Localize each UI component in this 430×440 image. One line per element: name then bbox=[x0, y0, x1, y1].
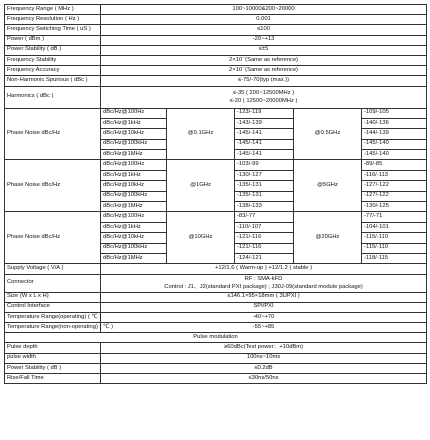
spec-row bbox=[5, 363, 427, 373]
param-cell: Frequency Switching Time ( uS ) bbox=[5, 25, 101, 35]
pn-value-left: -130/-127 bbox=[235, 170, 294, 180]
phase-noise-label: Phase Noise dBc/Hz bbox=[5, 108, 101, 160]
carrier-freq-right: @5GHz bbox=[294, 160, 362, 212]
spec-row bbox=[5, 5, 427, 15]
pn-value-left: -121/-116 bbox=[235, 243, 294, 253]
spec-sheet bbox=[4, 4, 426, 384]
carrier-freq-right: @0.5GHz bbox=[294, 108, 362, 160]
pn-value-right: -116/-113 bbox=[362, 170, 427, 180]
param-cell: Rise/Fall Time bbox=[5, 374, 101, 384]
pn-value-right: -115/-110 bbox=[362, 243, 427, 253]
pn-value-left: -110/-107 bbox=[235, 222, 294, 232]
value-cell bbox=[101, 86, 427, 108]
offset-cell: dBc/Hz@10kHz bbox=[101, 233, 167, 243]
pn-value-left: -138/-133 bbox=[235, 202, 294, 212]
connector-line-1: RF : SMA-kFD bbox=[244, 275, 283, 282]
value-cell: -20~+13 bbox=[101, 35, 427, 45]
value-cell: 100ns~10ms bbox=[101, 353, 427, 363]
pn-value-right: -115/-110 bbox=[362, 233, 427, 243]
pn-value-right: -109/-105 bbox=[362, 108, 427, 118]
section-row bbox=[5, 333, 427, 343]
spec-row bbox=[5, 35, 427, 45]
offset-cell: dBc/Hz@100Hz bbox=[101, 212, 167, 222]
value-cell: +12/1.6 ( Warm-up ) +12/1.2 ( stable ) bbox=[101, 264, 427, 274]
param-cell: Pulse depth bbox=[5, 343, 101, 353]
value-cell: 0.001 bbox=[101, 15, 427, 25]
offset-cell: dBc/Hz@1MHz bbox=[101, 150, 167, 160]
param-cell: Frequency Accuracy bbox=[5, 66, 101, 76]
param-cell: Power ( dBm ) bbox=[5, 35, 101, 45]
param-cell: Temperature Range(non-operating) ( ℃ ) bbox=[5, 323, 101, 333]
value-cell: ≤-75/-70(typ (max.)) bbox=[101, 76, 427, 86]
pn-value-right: -77/-71 bbox=[362, 212, 427, 222]
spec-row bbox=[5, 343, 427, 353]
param-cell: Frequency Range ( MHz ) bbox=[5, 5, 101, 15]
value-cell bbox=[101, 274, 427, 292]
offset-cell: dBc/Hz@100kHz bbox=[101, 191, 167, 201]
param-cell: Harmonics ( dBc ) bbox=[5, 86, 101, 108]
offset-cell: dBc/Hz@100kHz bbox=[101, 243, 167, 253]
offset-cell: dBc/Hz@1kHz bbox=[101, 222, 167, 232]
pn-value-right: -145/-140 bbox=[362, 139, 427, 149]
pn-value-right: -118/-115 bbox=[362, 253, 427, 263]
spec-row bbox=[5, 302, 427, 312]
pn-value-left: -145/-141 bbox=[235, 129, 294, 139]
pn-value-right: -104/-101 bbox=[362, 222, 427, 232]
offset-cell: dBc/Hz@100Hz bbox=[101, 108, 167, 118]
pn-value-left: -143/-139 bbox=[235, 118, 294, 128]
value-cell: SPI/PXI bbox=[101, 302, 427, 312]
value-cell: 100~10000&200~20000 bbox=[101, 5, 427, 15]
pn-value-right: -140/-136 bbox=[362, 118, 427, 128]
param-cell: Control Interface bbox=[5, 302, 101, 312]
carrier-freq-left: @0.1GHz bbox=[167, 108, 235, 160]
value-cell: ≤100 bbox=[101, 25, 427, 35]
spec-row bbox=[5, 312, 427, 322]
value-cell: 2×10⁻(Same as reference) bbox=[101, 55, 427, 65]
value-cell: ≥60dBc(Test power：+10dBm) bbox=[101, 343, 427, 353]
value-cell: -55~+85 bbox=[101, 323, 427, 333]
harmonics-line-2: ≤-20 ( 12500~20000MHz ) bbox=[229, 98, 298, 104]
pn-value-left: -124/-121 bbox=[235, 253, 294, 263]
spec-row bbox=[5, 25, 427, 35]
phase-noise-label: Phase Noise dBc/Hz bbox=[5, 212, 101, 264]
spec-row bbox=[5, 66, 427, 76]
offset-cell: dBc/Hz@10kHz bbox=[101, 129, 167, 139]
value-cell: 2×10⁻(Same as reference) bbox=[101, 66, 427, 76]
pn-value-left: -83/-77 bbox=[235, 212, 294, 222]
value-cell: ≤0.2dB bbox=[101, 363, 427, 373]
offset-cell: dBc/Hz@1kHz bbox=[101, 118, 167, 128]
harmonics-line-1: ≤-35 ( 200~12500MHz ) bbox=[232, 89, 295, 96]
pn-value-right: -130/-125 bbox=[362, 202, 427, 212]
param-cell: pulse width bbox=[5, 353, 101, 363]
connector-line-2: Control : J1、J2(standard PXI package) ; J30J-09(standard module package) bbox=[164, 284, 363, 291]
value-cell: ≤146.1×95×18mm ( 3UPXI ) bbox=[101, 292, 427, 302]
pn-value-left: -121/-116 bbox=[235, 233, 294, 243]
pn-value-right: -127/-122 bbox=[362, 181, 427, 191]
pn-value-right: -127/-122 bbox=[362, 191, 427, 201]
carrier-freq-left: @1GHz bbox=[167, 160, 235, 212]
offset-cell: dBc/Hz@100Hz bbox=[101, 160, 167, 170]
offset-cell: dBc/Hz@100kHz bbox=[101, 139, 167, 149]
spec-row bbox=[5, 264, 427, 274]
spec-row bbox=[5, 323, 427, 333]
param-cell: Connector bbox=[5, 274, 101, 292]
offset-cell: dBc/Hz@1MHz bbox=[101, 202, 167, 212]
carrier-freq-left: @10GHz bbox=[167, 212, 235, 264]
spec-row bbox=[5, 45, 427, 55]
spec-row bbox=[5, 292, 427, 302]
spec-row bbox=[5, 353, 427, 363]
carrier-freq-right: @20GHz bbox=[294, 212, 362, 264]
spec-row bbox=[5, 76, 427, 86]
offset-cell: dBc/Hz@1MHz bbox=[101, 253, 167, 263]
param-cell: Non-Harmonic Spurious ( dBc ) bbox=[5, 76, 101, 86]
pn-value-left: -145/-141 bbox=[235, 139, 294, 149]
phase-noise-row bbox=[5, 160, 427, 170]
param-cell: Frequency Resolution ( Hz ) bbox=[5, 15, 101, 25]
spec-table bbox=[4, 4, 427, 384]
value-cell: ≤±5 bbox=[101, 45, 427, 55]
param-cell: Power Stability ( dB ) bbox=[5, 363, 101, 373]
phase-noise-row bbox=[5, 108, 427, 118]
param-cell: Power Stability ( dB ) bbox=[5, 45, 101, 55]
pn-value-left: -145/-141 bbox=[235, 150, 294, 160]
offset-cell: dBc/Hz@1kHz bbox=[101, 170, 167, 180]
pn-value-left: -135/-131 bbox=[235, 191, 294, 201]
section-title: Pulse modulation bbox=[5, 333, 427, 343]
param-cell: Temperature Range(operating) ( ℃ ) bbox=[5, 312, 101, 322]
spec-row bbox=[5, 15, 427, 25]
param-cell: Size (W x L x H) bbox=[5, 292, 101, 302]
spec-row-harmonics bbox=[5, 86, 427, 108]
spec-row bbox=[5, 55, 427, 65]
offset-cell: dBc/Hz@10kHz bbox=[101, 181, 167, 191]
phase-noise-label: Phase Noise dBc/Hz bbox=[5, 160, 101, 212]
pn-value-left: -123/-119 bbox=[235, 108, 294, 118]
phase-noise-row bbox=[5, 212, 427, 222]
pn-value-right: -144/-139 bbox=[362, 129, 427, 139]
pn-value-left: -103/-99 bbox=[235, 160, 294, 170]
pn-value-left: -135/-131 bbox=[235, 181, 294, 191]
value-cell: -40~+70 bbox=[101, 312, 427, 322]
param-cell: Frequency Stability bbox=[5, 55, 101, 65]
spec-row bbox=[5, 374, 427, 384]
pn-value-right: -145/-140 bbox=[362, 150, 427, 160]
value-cell: ≤30ns/50ns bbox=[101, 374, 427, 384]
spec-row-connector bbox=[5, 274, 427, 292]
param-cell: Supply Voltage ( V/A ) bbox=[5, 264, 101, 274]
pn-value-right: -89/-85 bbox=[362, 160, 427, 170]
